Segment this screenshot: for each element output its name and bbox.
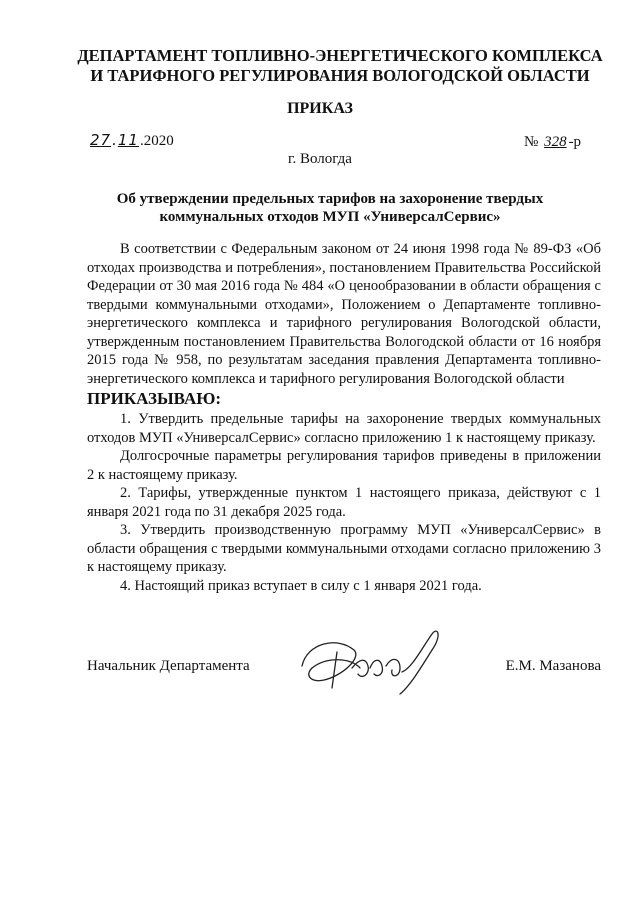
- number-suffix: -р: [568, 134, 582, 150]
- order-item-1: 1. Утвердить предельные тарифы на захоронение твердых коммунальных отходов МУП «УниверсалСервис» согласно приложению 1 к настоящему приказу.: [87, 411, 601, 446]
- signer-name: Е.М. Мазанова: [505, 658, 601, 674]
- subject-line-1: Об утверждении предельных тарифов на захоронение твердых: [116, 191, 544, 207]
- order-item-2: 2. Тарифы, утвержденные пунктом 1 настоящего приказа, действуют с 1 января 2021 года по 31 декабря 2025 года.: [87, 485, 601, 520]
- city: г. Вологда: [288, 151, 352, 167]
- number-value: 328: [544, 134, 567, 150]
- order-subject: [90, 190, 570, 226]
- order-title: ПРИКАЗ: [287, 100, 353, 117]
- order-item-3: 3. Утвердить производственную программу МУП «УниверсалСервис» в области обращения с твердыми коммунальными отходами согласно приложению 3 к настоящему приказу.: [87, 522, 601, 575]
- header-line-1: ДЕПАРТАМЕНТ ТОПЛИВНО-ЭНЕРГЕТИЧЕСКОГО КОМПЛЕКСА: [77, 46, 603, 65]
- order-body: [87, 240, 601, 595]
- subject-line-2: коммунальных отходов МУП «УниверсалСервис»: [159, 209, 501, 225]
- handwritten-signature: [282, 628, 452, 698]
- number-prefix: №: [524, 134, 539, 150]
- ordering-word: ПРИКАЗЫВАЮ:: [87, 389, 222, 408]
- date-year: .2020: [139, 133, 174, 149]
- signer-role: Начальник Департамента: [87, 658, 250, 674]
- header-line-2: И ТАРИФНОГО РЕГУЛИРОВАНИЯ ВОЛОГОДСКОЙ ОБЛАСТИ: [90, 66, 590, 85]
- order-date: 27.11.2020: [90, 131, 174, 149]
- department-header: [40, 46, 640, 86]
- order-item-1-note: Долгосрочные параметры регулирования тарифов приведены в приложении 2 к настоящему приказу.: [87, 448, 601, 483]
- order-item-4: 4. Настоящий приказ вступает в силу с 1 января 2021 года.: [120, 577, 482, 594]
- date-month: 11: [117, 131, 139, 149]
- order-number: [524, 134, 581, 151]
- preamble: В соответствии с Федеральным законом от 24 июня 1998 года № 89-ФЗ «Об отходах производства и потребления», постановлением Правительства Российской Федерации от 30 мая 2016 года № 484 «О ценообразовании в области обращения с твердыми коммунальными отходами», Положением о Департаменте топливно-энергетического комплекса и тарифного регулирования Вологодской области, утвержденным постановлением Правительства Вологодской области от 16 ноября 2015 года № 958, по результатам заседания правления Департамента топливно-энергетического комплекса и тарифного регулирования Вологодской области: [87, 241, 601, 387]
- date-day: 27: [90, 131, 112, 149]
